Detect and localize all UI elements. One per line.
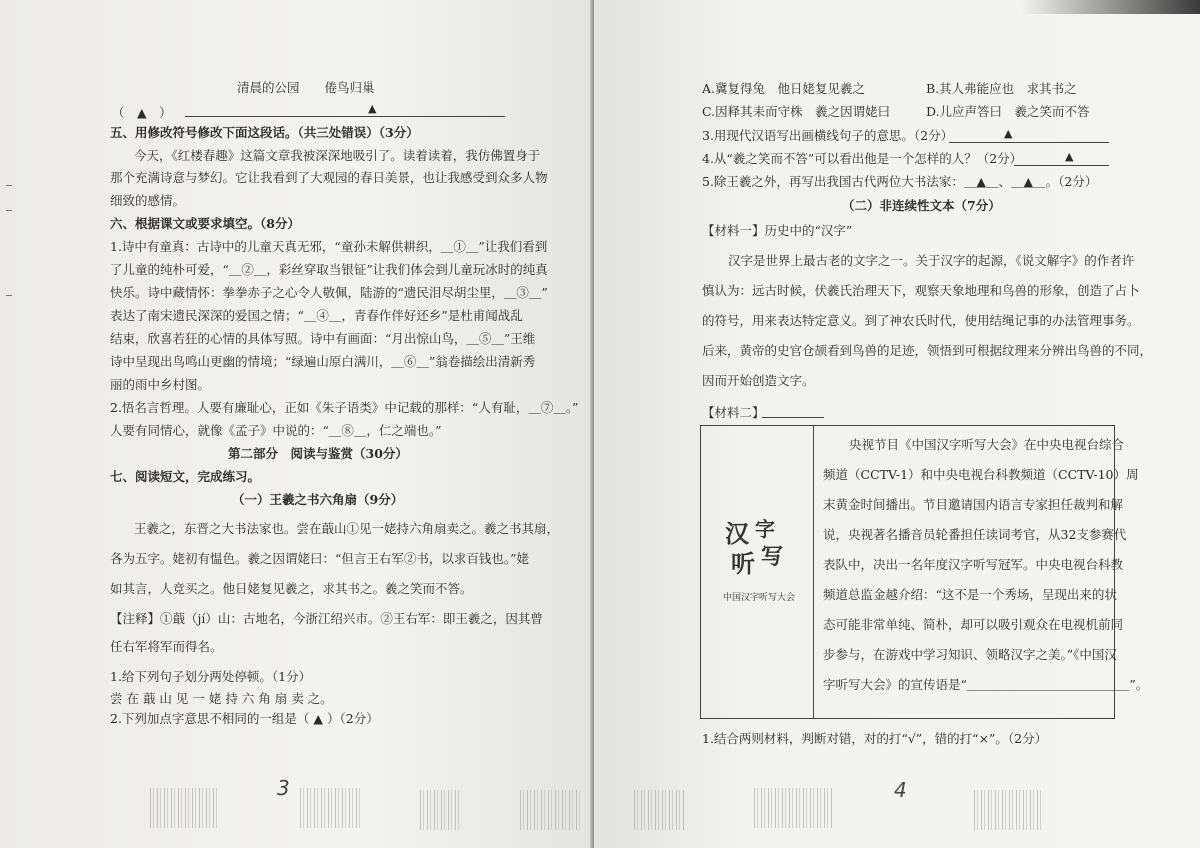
box-line: 表队中，决出一名年度汉字听写冠军。中央电视台科教 bbox=[823, 557, 1124, 572]
box-line: 字听写大会》的宣传语是“＿＿＿＿＿＿＿＿＿＿＿＿＿”。 bbox=[823, 677, 1149, 692]
question-4: 4.从“羲之笑而不答”可以看出他是一个怎样的人？（2分） bbox=[702, 151, 1023, 166]
blank-triangle: ▲ bbox=[368, 102, 377, 115]
question-judge: 1.结合两则材料，判断对错，对的打“√”，错的打“×”。（2分） bbox=[702, 731, 1048, 746]
scan-barcode bbox=[634, 790, 684, 830]
note-line: 【注释】①蕺（jí）山：古地名，今浙江绍兴市。②王右军：即王羲之，因其曾 bbox=[110, 611, 543, 626]
page-number: 4 bbox=[894, 778, 907, 802]
note-line: 任右军将军而得名。 bbox=[110, 639, 223, 654]
sec5-line: 细致的感情。 bbox=[110, 193, 186, 208]
sec6-line: 1.诗中有童真：古诗中的儿童天真无邪，“童孙未解供耕织，＿①＿”让我们看到 bbox=[110, 239, 548, 254]
question-1-sentence: 尝 在 蕺 山 见 一 姥 持 六 角 扇 卖 之。 bbox=[110, 691, 333, 706]
sec5-line: 那个充满诗意与梦幻。它让我看到了大观园的春日美景，也让我感受到众多人物 bbox=[110, 170, 548, 185]
scan-barcode bbox=[150, 788, 220, 828]
passage-1-title: （一）王羲之书六角扇（9分） bbox=[232, 492, 404, 507]
material-1-title: 【材料一】历史中的“汉字” bbox=[702, 223, 853, 238]
scan-barcode bbox=[420, 790, 460, 830]
material-1-line: 的符号，用来表达特定意义。到了神农氏时代，使用结绳记事的办法管理事务。 bbox=[702, 313, 1140, 328]
answer-blank: （ ▲ ） bbox=[112, 105, 172, 120]
part-2-title: 第二部分 阅读与鉴赏（30分） bbox=[228, 446, 408, 461]
box-line: 步参与，在游戏中学习知识、领略汉字之美。”《中国汉 bbox=[823, 647, 1117, 662]
scan-mark bbox=[6, 185, 12, 186]
section-7-title: 七、阅读短文，完成练习。 bbox=[110, 469, 261, 484]
answer-underline bbox=[762, 417, 824, 418]
scan-barcode bbox=[300, 788, 360, 828]
answer-underline bbox=[185, 116, 505, 117]
svg-text:听: 听 bbox=[731, 549, 755, 578]
sec6-line: 人要有同情心，就像《孟子》中说的：“＿⑧＿，仁之端也。” bbox=[110, 423, 442, 438]
left-page bbox=[0, 0, 594, 848]
sec6-line: 结束，欣喜若狂的心情的具体写照。诗中有画面：“月出惊山鸟，＿⑤＿”王维 bbox=[110, 331, 536, 346]
answer-underline bbox=[1014, 165, 1109, 166]
sec6-line: 快乐。诗中藏情怀：拳拳赤子之心令人敬佩，陆游的“遗民泪尽胡尘里，＿③＿” bbox=[110, 285, 548, 300]
material-1-line: 因而开始创造文字。 bbox=[702, 373, 815, 388]
blank-triangle: ▲ bbox=[1065, 150, 1074, 163]
question-2: 2.下列加点字意思不相同的一组是（ ▲ ）（2分） bbox=[110, 711, 379, 726]
sec6-line: 诗中呈现出鸟鸣山更幽的情境；“绿遍山原白满川，＿⑥＿”翁卷描绘出清新秀 bbox=[110, 354, 536, 369]
sec6-line: 了儿童的纯朴可爱，“＿②＿，彩丝穿取当银钲”让我们体会到儿童玩冰时的纯真 bbox=[110, 262, 548, 277]
material-2-box bbox=[700, 425, 1149, 719]
box-line: 央视节目《中国汉字听写大会》在中央电视台综合 bbox=[849, 437, 1125, 452]
section-5-title: 五、用修改符号修改下面这段话。（共三处错误）（3分） bbox=[110, 125, 419, 140]
sec6-line: 表达了南宋遗民深深的爱国之情；“＿④＿，青春作伴好还乡”是杜甫闻战乱 bbox=[110, 308, 523, 323]
passage-2-title: （二）非连续性文本（7分） bbox=[842, 198, 1001, 213]
scan-shadow bbox=[1020, 0, 1200, 14]
material-2-title: 【材料二】 bbox=[702, 405, 765, 420]
svg-text:字: 字 bbox=[755, 517, 775, 541]
scan-barcode bbox=[754, 788, 834, 828]
passage-line: 如其言，人竞买之。他日姥复见羲之，求其书之。羲之笑而不答。 bbox=[110, 581, 473, 596]
material-1-line: 慎认为：远古时候，伏羲氏治理天下，观察天象地理和鸟兽的形象，创造了占卜 bbox=[702, 283, 1140, 298]
box-line: 态可能非常单纯、简朴，却可以吸引观众在电视机前同 bbox=[823, 617, 1124, 632]
svg-text:写: 写 bbox=[761, 544, 784, 570]
answer-underline bbox=[949, 142, 1109, 143]
svg-text:汉: 汉 bbox=[725, 519, 749, 548]
scan-barcode bbox=[520, 790, 580, 830]
box-divider bbox=[813, 426, 814, 718]
right-page bbox=[594, 0, 1200, 848]
box-line: 频道总监金越介绍：“这不是一个秀场，呈现出来的状 bbox=[823, 587, 1117, 602]
option-a: A.冀复得兔 他日姥复见羲之 bbox=[702, 81, 866, 96]
hanzi-logo-icon bbox=[721, 514, 795, 586]
question-5: 5.除王羲之外，再写出我国古代两位大书法家：＿▲＿、＿▲＿。（2分） bbox=[702, 174, 1098, 189]
page-number: 3 bbox=[277, 776, 290, 800]
sec6-line: 丽的雨中乡村图。 bbox=[110, 377, 211, 392]
material-1-line: 汉字是世界上最古老的文字之一。关于汉字的起源，《说文解字》的作者许 bbox=[728, 253, 1135, 268]
box-line: 说，央视著名播音员轮番担任读词考官，从32支参赛代 bbox=[823, 527, 1127, 542]
section-6-title: 六、根据课文或要求填空。（8分） bbox=[110, 216, 300, 231]
passage-line: 各为五字。姥初有愠色。羲之因谓姥曰：“但言王右军②书，以求百钱也。”姥 bbox=[110, 551, 530, 566]
option-c: C.因释其耒而守株 羲之因谓姥曰 bbox=[702, 104, 891, 119]
scan-barcode bbox=[974, 790, 1044, 830]
option-d: D.儿应声答曰 羲之笑而不答 bbox=[926, 104, 1090, 119]
passage-line: 王羲之，东晋之大书法家也。尝在蕺山①见一姥持六角扇卖之。羲之书其扇， bbox=[134, 521, 560, 536]
question-3: 3.用现代汉语写出画横线句子的意思。（2分） bbox=[702, 128, 954, 143]
scan-mark bbox=[6, 210, 12, 211]
logo-caption: 中国汉字听写大会 bbox=[723, 593, 796, 603]
material-1-line: 后来，黄帝的史官仓颉看到鸟兽的足迹，领悟到可根据纹理来分辨出鸟兽的不同， bbox=[702, 343, 1153, 358]
scan-mark bbox=[6, 295, 12, 296]
box-line: 频道（CCTV-1）和中央电视台科教频道（CCTV-10）周 bbox=[823, 467, 1139, 482]
sec6-line: 2.悟名言哲理。人要有廉耻心，正如《朱子语类》中记载的那样：“人有耻，＿⑦＿。” bbox=[110, 400, 579, 415]
title-line: 清晨的公园 倦鸟归巢 bbox=[237, 80, 375, 95]
sec5-line: 今天，《红楼春趣》这篇文章我被深深地吸引了。读着读着，我仿佛置身于 bbox=[134, 148, 541, 163]
question-1: 1.给下列句子划分两处停顿。（1分） bbox=[110, 669, 312, 684]
blank-triangle: ▲ bbox=[1004, 127, 1013, 140]
box-line: 末黄金时间播出。节目邀请国内语言专家担任裁判和解 bbox=[823, 497, 1124, 512]
option-b: B.其人弗能应也 求其书之 bbox=[926, 81, 1077, 96]
